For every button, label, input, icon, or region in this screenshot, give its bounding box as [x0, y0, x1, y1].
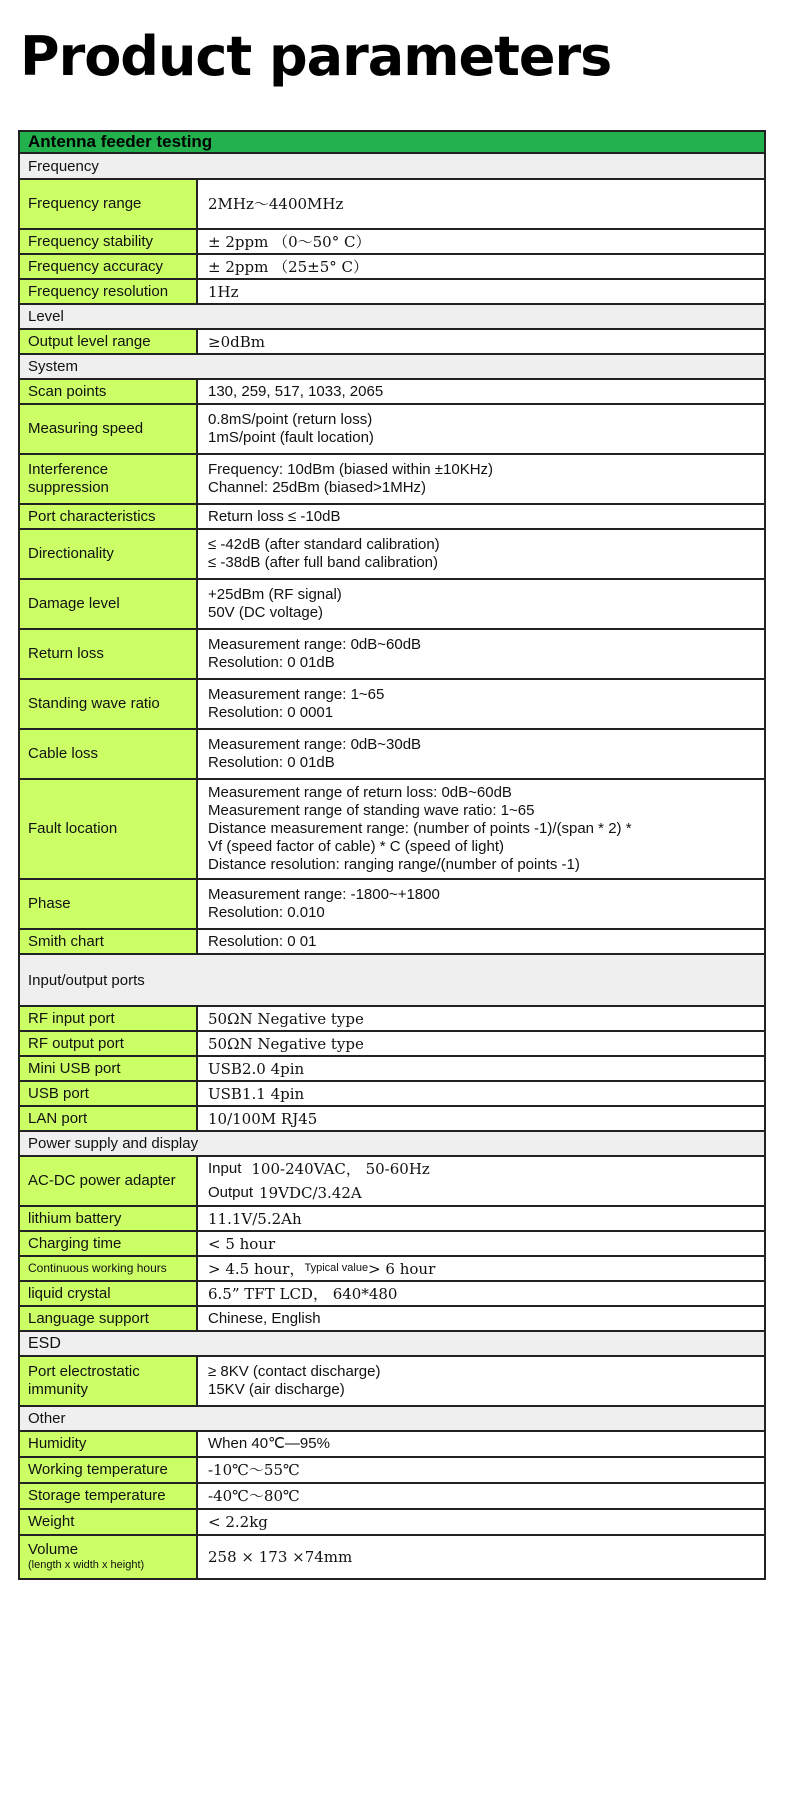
- table-row: [20, 1007, 764, 1032]
- param-value: ≥ 8KV (contact discharge) 15KV (air discharge): [208, 1363, 381, 1398]
- param-value: -10℃～55℃: [208, 1461, 300, 1479]
- param-value: Measurement range of return loss: 0dB~60dB Measurement range of standing wave ratio: 1~65 Distance measurement range: (number of points -1)/(span * 2) * Vf (speed factor of cable) * C (speed of light) Distance resolution: ranging range/(number of points -1): [208, 784, 632, 873]
- table-row: [20, 455, 764, 505]
- section-io: Input/output ports: [20, 955, 764, 1007]
- table-row: [20, 1484, 764, 1510]
- table-row: [20, 780, 764, 880]
- table-row: [20, 1257, 764, 1282]
- table-row: [20, 230, 764, 255]
- param-value: USB2.0 4pin: [208, 1059, 305, 1078]
- param-label: USB port: [20, 1082, 198, 1105]
- param-value: 50ΩN Negative type: [208, 1034, 364, 1053]
- table-row: [20, 180, 764, 230]
- param-value: 1Hz: [208, 282, 239, 301]
- table-row: [20, 1107, 764, 1132]
- table-row: [20, 1232, 764, 1257]
- param-label: Damage level: [20, 580, 198, 628]
- param-value: Chinese, English: [208, 1309, 321, 1327]
- table-row: [20, 630, 764, 680]
- table-row: [20, 930, 764, 955]
- table-row: [20, 1282, 764, 1307]
- param-label: Frequency accuracy: [20, 255, 198, 278]
- param-value: < 2.2kg: [208, 1513, 268, 1531]
- section-power: Power supply and display: [20, 1132, 764, 1157]
- param-value: > 4.5 hour， Typical value > 6 hour: [208, 1259, 436, 1278]
- param-value: 130, 259, 517, 1033, 2065: [208, 382, 384, 400]
- param-value: -40℃～80℃: [208, 1487, 300, 1505]
- param-value: Frequency: 10dBm (biased within ±10KHz) Channel: 25dBm (biased>1MHz): [208, 461, 494, 496]
- param-value: Return loss ≤ -10dB: [208, 507, 341, 525]
- param-label: Standing wave ratio: [20, 680, 198, 728]
- param-label: LAN port: [20, 1107, 198, 1130]
- param-label: Frequency resolution: [20, 280, 198, 303]
- param-label: Humidity: [20, 1432, 198, 1456]
- param-label: Directionality: [20, 530, 198, 578]
- param-label: Charging time: [20, 1232, 198, 1255]
- param-value: 11.1V/5.2Ah: [208, 1209, 302, 1228]
- table-row: [20, 1157, 764, 1207]
- adapter-input: Input 100-240VAC， 50-60Hz: [208, 1160, 430, 1178]
- param-label: Port electrostatic immunity: [20, 1357, 198, 1405]
- param-label: Frequency range: [20, 180, 198, 228]
- adapter-output: Output 19VDC/3.42A: [208, 1184, 362, 1202]
- param-label: Smith chart: [20, 930, 198, 953]
- table-row: [20, 1357, 764, 1407]
- param-label: Scan points: [20, 380, 198, 403]
- section-esd: ESD: [20, 1332, 764, 1357]
- table-row: [20, 330, 764, 355]
- table-row: [20, 1057, 764, 1082]
- param-label: Output level range: [20, 330, 198, 353]
- param-value: 6.5” TFT LCD， 640*480: [208, 1284, 398, 1303]
- param-label: Language support: [20, 1307, 198, 1330]
- table-row: [20, 380, 764, 405]
- param-label: Volume (length x width x height): [20, 1536, 198, 1578]
- param-value: < 5 hour: [208, 1234, 276, 1253]
- section-system: System: [20, 355, 764, 380]
- param-label: RF input port: [20, 1007, 198, 1030]
- param-label: Continuous working hours: [20, 1257, 198, 1280]
- param-value: Resolution: 0 01: [208, 932, 317, 950]
- param-label: Fault location: [20, 780, 198, 878]
- param-value: 2MHz～4400MHz: [208, 195, 344, 213]
- param-value: USB1.1 4pin: [208, 1084, 305, 1103]
- param-value: 0.8mS/point (return loss) 1mS/point (fault location): [208, 411, 374, 446]
- param-label: Phase: [20, 880, 198, 928]
- table-row: [20, 1032, 764, 1057]
- param-value: ± 2ppm （0～50° C）: [208, 232, 371, 251]
- section-frequency: Frequency: [20, 154, 764, 180]
- param-label: Cable loss: [20, 730, 198, 778]
- table-row: [20, 1458, 764, 1484]
- param-value: [198, 1157, 764, 1205]
- param-value: Measurement range: 0dB~60dB Resolution: 0 01dB: [208, 636, 422, 671]
- param-value: 10/100M RJ45: [208, 1109, 318, 1128]
- param-label: Weight: [20, 1510, 198, 1534]
- table-row: [20, 580, 764, 630]
- parameters-table: [18, 130, 766, 1580]
- param-label: Interference suppression: [20, 455, 198, 503]
- param-label: Mini USB port: [20, 1057, 198, 1080]
- table-row: [20, 1082, 764, 1107]
- param-value: When 40℃—95%: [208, 1435, 330, 1452]
- param-value: 258 × 173 ×74mm: [208, 1548, 353, 1566]
- param-value: Measurement range: 0dB~30dB Resolution: 0 01dB: [208, 736, 422, 771]
- param-label: AC-DC power adapter: [20, 1157, 198, 1205]
- param-value: ≤ -42dB (after standard calibration) ≤ -38dB (after full band calibration): [208, 536, 440, 571]
- param-value: ≥0dBm: [208, 332, 265, 351]
- table-row: [20, 680, 764, 730]
- table-row: [20, 1307, 764, 1332]
- param-label: RF output port: [20, 1032, 198, 1055]
- table-row: [20, 1536, 764, 1578]
- param-label: Return loss: [20, 630, 198, 678]
- section-other: Other: [20, 1407, 764, 1432]
- section-level: Level: [20, 305, 764, 330]
- param-label: lithium battery: [20, 1207, 198, 1230]
- table-row: [20, 1432, 764, 1458]
- param-value: Measurement range: -1800~+1800 Resolution: 0.010: [208, 886, 440, 921]
- param-label: Port characteristics: [20, 505, 198, 528]
- table-row: [20, 880, 764, 930]
- table-row: [20, 280, 764, 305]
- page-title: Product parameters: [20, 25, 612, 88]
- table-row: [20, 405, 764, 455]
- table-row: [20, 1510, 764, 1536]
- param-value: Measurement range: 1~65 Resolution: 0 0001: [208, 686, 385, 721]
- param-label: Storage temperature: [20, 1484, 198, 1508]
- param-value: +25dBm (RF signal) 50V (DC voltage): [208, 586, 342, 621]
- table-row: [20, 530, 764, 580]
- table-header: Antenna feeder testing: [20, 132, 764, 154]
- param-label: Frequency stability: [20, 230, 198, 253]
- param-label: liquid crystal: [20, 1282, 198, 1305]
- table-row: [20, 730, 764, 780]
- param-label: Measuring speed: [20, 405, 198, 453]
- table-row: [20, 255, 764, 280]
- table-row: [20, 505, 764, 530]
- param-label: Working temperature: [20, 1458, 198, 1482]
- table-row: [20, 1207, 764, 1232]
- param-value: 50ΩN Negative type: [208, 1009, 364, 1028]
- param-value: ± 2ppm （25±5° C）: [208, 257, 369, 276]
